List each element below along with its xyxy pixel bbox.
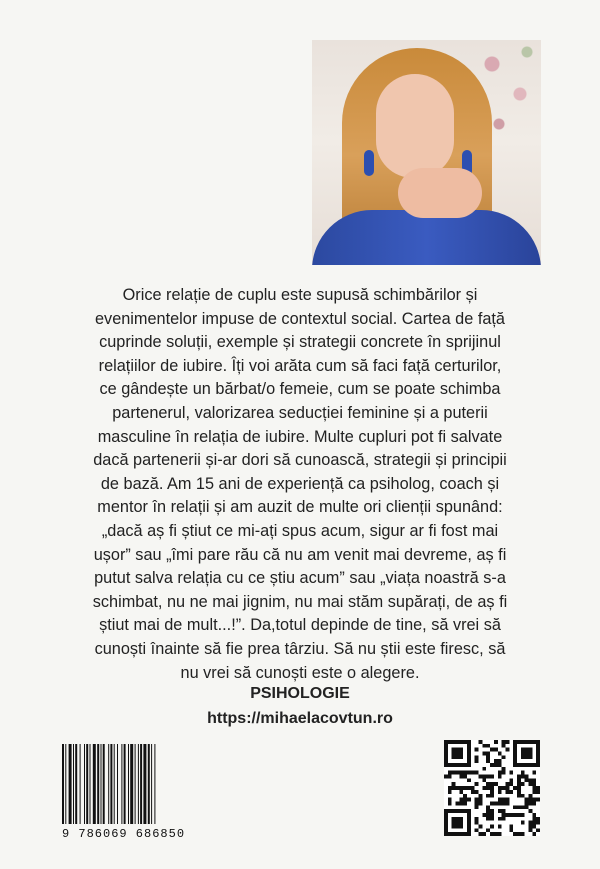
description-line: dacă partenerii și-ar dori să cunoască, strategii și principii bbox=[93, 451, 507, 470]
description-line: de bază. Am 15 ani de experiență ca psiholog, coach și bbox=[100, 474, 500, 493]
description-line: cuprinde soluții, exemple și strategii concrete în sprijinul bbox=[99, 333, 501, 352]
book-category: PSIHOLOGIE bbox=[250, 685, 350, 702]
book-description bbox=[60, 284, 540, 685]
earring-icon bbox=[364, 150, 374, 176]
description-line: „dacă aș fi știut ce mi-ați spus acum, sigur ar fi fost mai bbox=[101, 521, 499, 540]
barcode-icon bbox=[62, 744, 186, 824]
isbn-number: 9 786069 686850 bbox=[62, 827, 186, 841]
description-line: putut salva relația cu ce știu acum” sau „viața noastră s-a bbox=[94, 569, 506, 588]
description-line: ce gândește un bărbat/o femeie, cum se poate schimba bbox=[99, 380, 501, 399]
description-line: ușor” sau „îmi pare rău că nu am venit mai devreme, aș fi bbox=[93, 545, 507, 564]
description-line: masculine în relația de iubire. Multe cupluri pot fi salvate bbox=[97, 427, 503, 446]
description-line: cunoști înainte să fie prea târziu. Să nu știi este firesc, să bbox=[94, 639, 506, 658]
description-line: știut mai de mult...!”. Da,totul depinde de tine, să vrei să bbox=[99, 616, 501, 635]
author-dress bbox=[312, 210, 541, 265]
description-line: mentor în relații și am auzit de multe ori clienții spunând: bbox=[97, 498, 503, 517]
qr-code-icon bbox=[444, 740, 540, 836]
description-line: evenimentelor impuse de contextul social. Cartea de față bbox=[95, 309, 505, 328]
description-line: relațiilor de iubire. Îți voi arăta cum să faci față certurilor, bbox=[98, 356, 502, 375]
description-line: schimbat, nu ne mai jignim, nu mai stăm supărați, de aș fi bbox=[92, 592, 508, 611]
author-face bbox=[376, 74, 454, 178]
description-line: partenerul, valorizarea seducției feminine și a puterii bbox=[112, 403, 488, 422]
author-hand bbox=[398, 168, 482, 218]
description-line: Orice relație de cuplu este supusă schimbărilor și bbox=[122, 286, 478, 304]
author-photo bbox=[312, 40, 541, 265]
author-website-link[interactable]: https://mihaelacovtun.ro bbox=[207, 710, 393, 727]
description-line: nu vrei să cunoști este o alegere. bbox=[180, 663, 420, 682]
